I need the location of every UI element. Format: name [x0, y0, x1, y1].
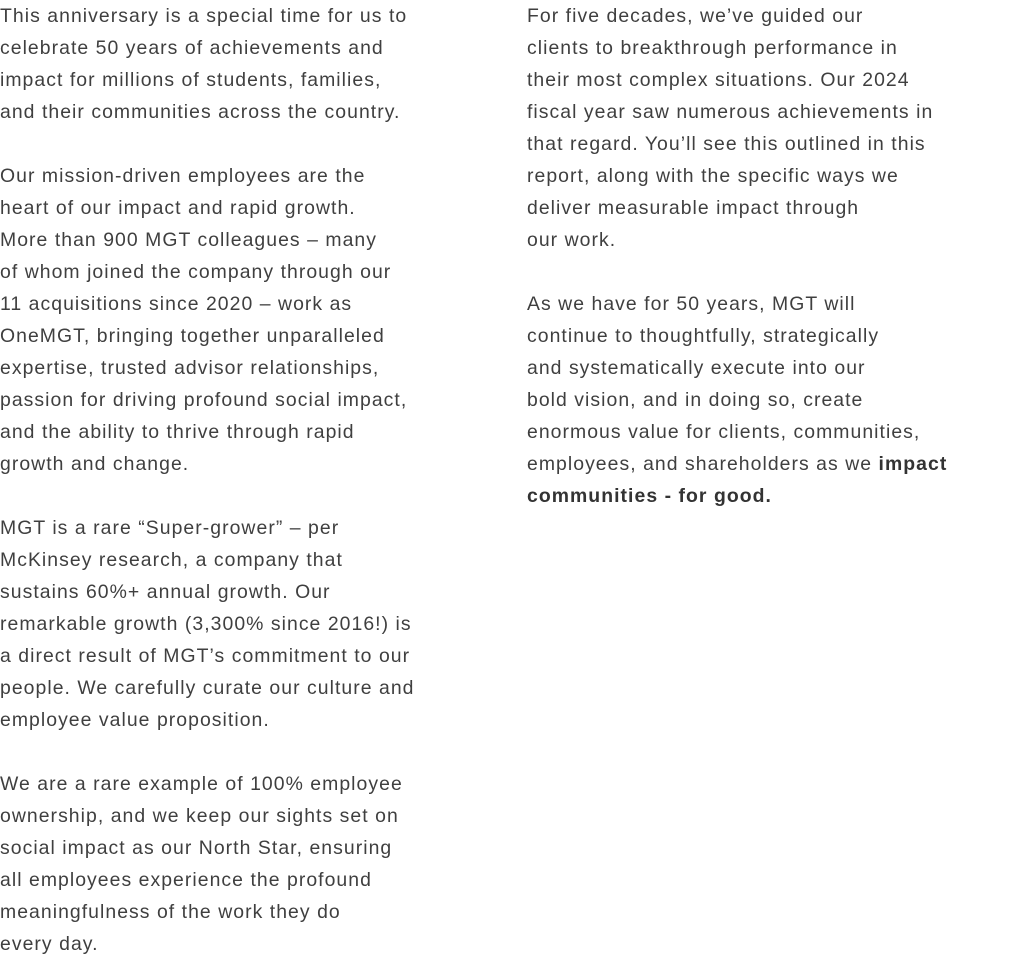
- text-line: For five decades, we’ve guided our: [527, 5, 864, 27]
- text-line: social impact as our North Star, ensuring: [0, 837, 393, 859]
- text-line: This anniversary is a special time for us to: [0, 5, 408, 27]
- emphasis-for-good: communities - for good.: [527, 485, 772, 507]
- text-line: deliver measurable impact through: [527, 197, 860, 219]
- left-column: [0, 0, 492, 960]
- text-line: that regard. You’ll see this outlined in this: [527, 133, 926, 155]
- text-line: OneMGT, bringing together unparalleled: [0, 325, 385, 347]
- text-line: expertise, trusted advisor relationships,: [0, 357, 380, 379]
- text-line: growth and change.: [0, 453, 190, 475]
- text-line: report, along with the specific ways we: [527, 165, 899, 187]
- text-line: and systematically execute into our: [527, 357, 866, 379]
- text-line: McKinsey research, a company that: [0, 549, 343, 571]
- text-line: As we have for 50 years, MGT will: [527, 293, 856, 315]
- paragraph-super-grower: [0, 512, 492, 736]
- text-line: bold vision, and in doing so, create: [527, 389, 864, 411]
- text-line: MGT is a rare “Super-grower” – per: [0, 517, 340, 539]
- text-line: clients to breakthrough performance in: [527, 37, 898, 59]
- text-line: We are a rare example of 100% employee: [0, 773, 403, 795]
- text-line: and the ability to thrive through rapid: [0, 421, 355, 443]
- text-line: employee value proposition.: [0, 709, 270, 731]
- text-line: meaningfulness of the work they do: [0, 901, 341, 923]
- text-line: enormous value for clients, communities,: [527, 421, 921, 443]
- paragraph-bold-vision: [527, 288, 1014, 512]
- paragraph-spacer: [0, 480, 492, 512]
- text-line: sustains 60%+ annual growth. Our: [0, 581, 331, 603]
- text-line: remarkable growth (3,300% since 2016!) is: [0, 613, 412, 635]
- text-line: passion for driving profound social impact,: [0, 389, 408, 411]
- text-line: our work.: [527, 229, 617, 251]
- paragraph-anniversary: [0, 0, 492, 128]
- text-line: impact for millions of students, families,: [0, 69, 382, 91]
- emphasis-impact: impact: [878, 453, 948, 475]
- right-column: [527, 0, 1014, 512]
- text-line: every day.: [0, 933, 99, 955]
- text-line: of whom joined the company through our: [0, 261, 392, 283]
- text-line: heart of our impact and rapid growth.: [0, 197, 356, 219]
- text-line: celebrate 50 years of achievements and: [0, 37, 384, 59]
- text-line: their most complex situations. Our 2024: [527, 69, 910, 91]
- paragraph-spacer: [0, 128, 492, 160]
- paragraph-spacer: [527, 256, 1014, 288]
- text-line: More than 900 MGT colleagues – many: [0, 229, 377, 251]
- paragraph-employees: [0, 160, 492, 480]
- text-line: people. We carefully curate our culture and: [0, 677, 415, 699]
- text-line: continue to thoughtfully, strategically: [527, 325, 880, 347]
- text-line: and their communities across the country.: [0, 101, 401, 123]
- paragraph-spacer: [0, 736, 492, 768]
- text-line: ownership, and we keep our sights set on: [0, 805, 399, 827]
- text-line: fiscal year saw numerous achievements in: [527, 101, 934, 123]
- paragraph-five-decades: [527, 0, 1014, 256]
- text-segment: employees, and shareholders as we: [527, 453, 879, 475]
- text-line: a direct result of MGT’s commitment to our: [0, 645, 411, 667]
- paragraph-ownership: [0, 768, 492, 960]
- text-line: Our mission-driven employees are the: [0, 165, 366, 187]
- text-line: all employees experience the profound: [0, 869, 372, 891]
- text-line: 11 acquisitions since 2020 – work as: [0, 293, 353, 315]
- text-line-mixed: [527, 448, 1014, 480]
